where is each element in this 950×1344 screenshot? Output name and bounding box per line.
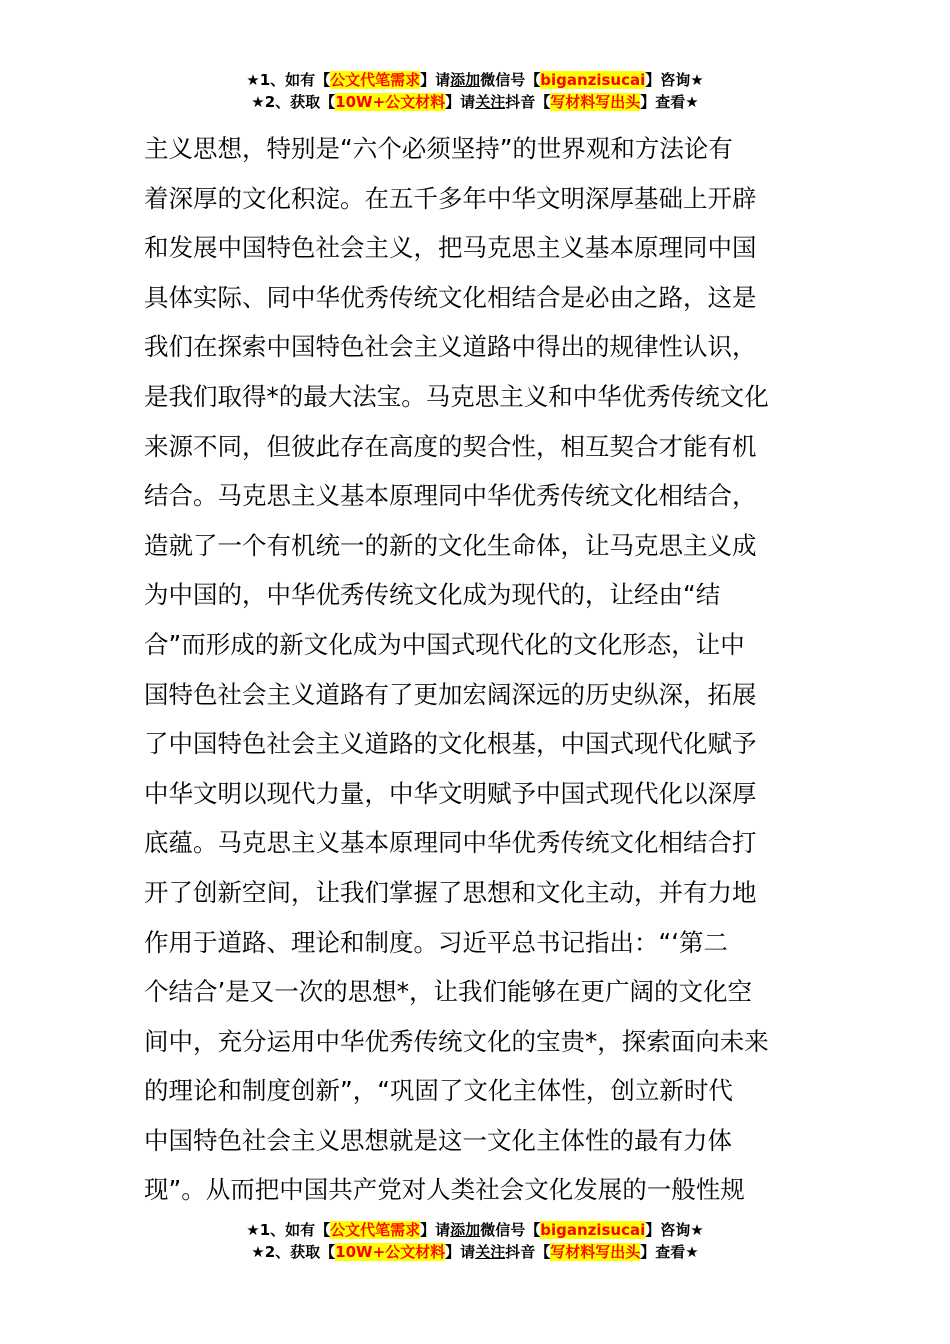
body-line: 的理论和制度创新”，“巩固了文化主体性，创立新时代 bbox=[144, 1076, 733, 1106]
footer-line-1-mid: 】请 bbox=[420, 1221, 451, 1239]
header-line-2-suffix: 】查看 bbox=[640, 93, 686, 111]
highlight-materials: 10W+公文材料 bbox=[335, 93, 446, 111]
highlight-wechat-id: biganzisucai bbox=[540, 71, 646, 89]
body-line: 来源不同，但彼此存在高度的契合性，相互契合才能有机 bbox=[144, 431, 757, 461]
footer-line-1-prefix: 1、如有【 bbox=[259, 1221, 331, 1239]
body-line: 合”而形成的新文化成为中国式现代化的文化形态，让中 bbox=[144, 629, 745, 659]
body-line: 为中国的，中华优秀传统文化成为现代的，让经由“结 bbox=[144, 580, 721, 610]
footer-line-1-mid2: 微信号【 bbox=[480, 1221, 541, 1239]
star-icon: ★ bbox=[251, 93, 265, 111]
body-line: 现”。从而把中国共产党对人类社会文化发展的一般性规 bbox=[144, 1175, 745, 1205]
footer-line-2-prefix: 2、获取【 bbox=[264, 1243, 336, 1261]
star-icon: ★ bbox=[246, 71, 260, 89]
footer-banner bbox=[0, 1219, 950, 1263]
underlined-add: 添加 bbox=[450, 1221, 481, 1239]
body-line: 中华文明以现代力量，中华文明赋予中国式现代化以深厚 bbox=[144, 778, 757, 808]
body-line: 了中国特色社会主义道路的文化根基，中国式现代化赋予 bbox=[144, 729, 757, 759]
document-body bbox=[144, 124, 824, 1215]
header-banner bbox=[0, 69, 950, 113]
body-line: 开了创新空间，让我们掌握了思想和文化主动，并有力地 bbox=[144, 877, 757, 907]
body-line: 结合。马克思主义基本原理同中华优秀传统文化相结合， bbox=[144, 481, 757, 511]
body-line: 是我们取得*的最大法宝。马克思主义和中华优秀传统文化 bbox=[144, 381, 769, 411]
highlight-materials: 10W+公文材料 bbox=[335, 1243, 446, 1261]
star-icon: ★ bbox=[251, 1243, 265, 1261]
header-line-1-prefix: 1、如有【 bbox=[259, 71, 331, 89]
body-line: 和发展中国特色社会主义，把马克思主义基本原理同中国 bbox=[144, 233, 757, 263]
footer-line-2-mid: 】请 bbox=[445, 1243, 476, 1261]
body-line: 个结合’是又一次的思想*，让我们能够在更广阔的文化空 bbox=[144, 977, 753, 1007]
underlined-follow: 关注 bbox=[475, 1243, 506, 1261]
underlined-follow: 关注 bbox=[475, 93, 506, 111]
star-icon: ★ bbox=[690, 1221, 704, 1239]
highlight-wechat-id: biganzisucai bbox=[540, 1221, 646, 1239]
highlight-service: 公文代笔需求 bbox=[330, 1221, 421, 1239]
body-line: 国特色社会主义道路有了更加宏阔深远的历史纵深，拓展 bbox=[144, 679, 757, 709]
body-line: 主义思想，特别是“六个必须坚持”的世界观和方法论有 bbox=[144, 134, 733, 163]
star-icon: ★ bbox=[685, 93, 699, 111]
highlight-douyin-account: 写材料写出头 bbox=[550, 1243, 641, 1261]
footer-line-1-suffix: 】咨询 bbox=[645, 1221, 691, 1239]
header-line-1-mid: 】请 bbox=[420, 71, 451, 89]
footer-line-1 bbox=[0, 1219, 950, 1241]
star-icon: ★ bbox=[685, 1243, 699, 1261]
body-line: 具体实际、同中华优秀传统文化相结合是必由之路，这是 bbox=[144, 282, 757, 312]
footer-line-2 bbox=[0, 1241, 950, 1263]
header-line-2 bbox=[0, 91, 950, 113]
header-line-2-mid2: 抖音【 bbox=[505, 93, 551, 111]
star-icon: ★ bbox=[690, 71, 704, 89]
header-line-1-mid2: 微信号【 bbox=[480, 71, 541, 89]
header-line-2-prefix: 2、获取【 bbox=[264, 93, 336, 111]
underlined-add: 添加 bbox=[450, 71, 481, 89]
footer-line-2-mid2: 抖音【 bbox=[505, 1243, 551, 1261]
highlight-douyin-account: 写材料写出头 bbox=[550, 93, 641, 111]
body-line: 间中，充分运用中华优秀传统文化的宝贵*，探索面向未来 bbox=[144, 1026, 769, 1056]
body-line: 作用于道路、理论和制度。习近平总书记指出：“‘第二 bbox=[144, 927, 728, 957]
footer-line-2-suffix: 】查看 bbox=[640, 1243, 686, 1261]
header-line-2-mid: 】请 bbox=[445, 93, 476, 111]
highlight-service: 公文代笔需求 bbox=[330, 71, 421, 89]
star-icon: ★ bbox=[246, 1221, 260, 1239]
header-line-1 bbox=[0, 69, 950, 91]
body-line: 底蕴。马克思主义基本原理同中华优秀传统文化相结合打 bbox=[144, 828, 757, 858]
body-line: 中国特色社会主义思想就是这一文化主体性的最有力体 bbox=[144, 1125, 732, 1155]
body-line: 我们在探索中国特色社会主义道路中得出的规律性认识， bbox=[144, 332, 757, 362]
body-line: 造就了一个有机统一的新的文化生命体，让马克思主义成 bbox=[144, 530, 757, 560]
header-line-1-suffix: 】咨询 bbox=[645, 71, 691, 89]
body-line: 着深厚的文化积淀。在五千多年中华文明深厚基础上开辟 bbox=[144, 183, 757, 213]
